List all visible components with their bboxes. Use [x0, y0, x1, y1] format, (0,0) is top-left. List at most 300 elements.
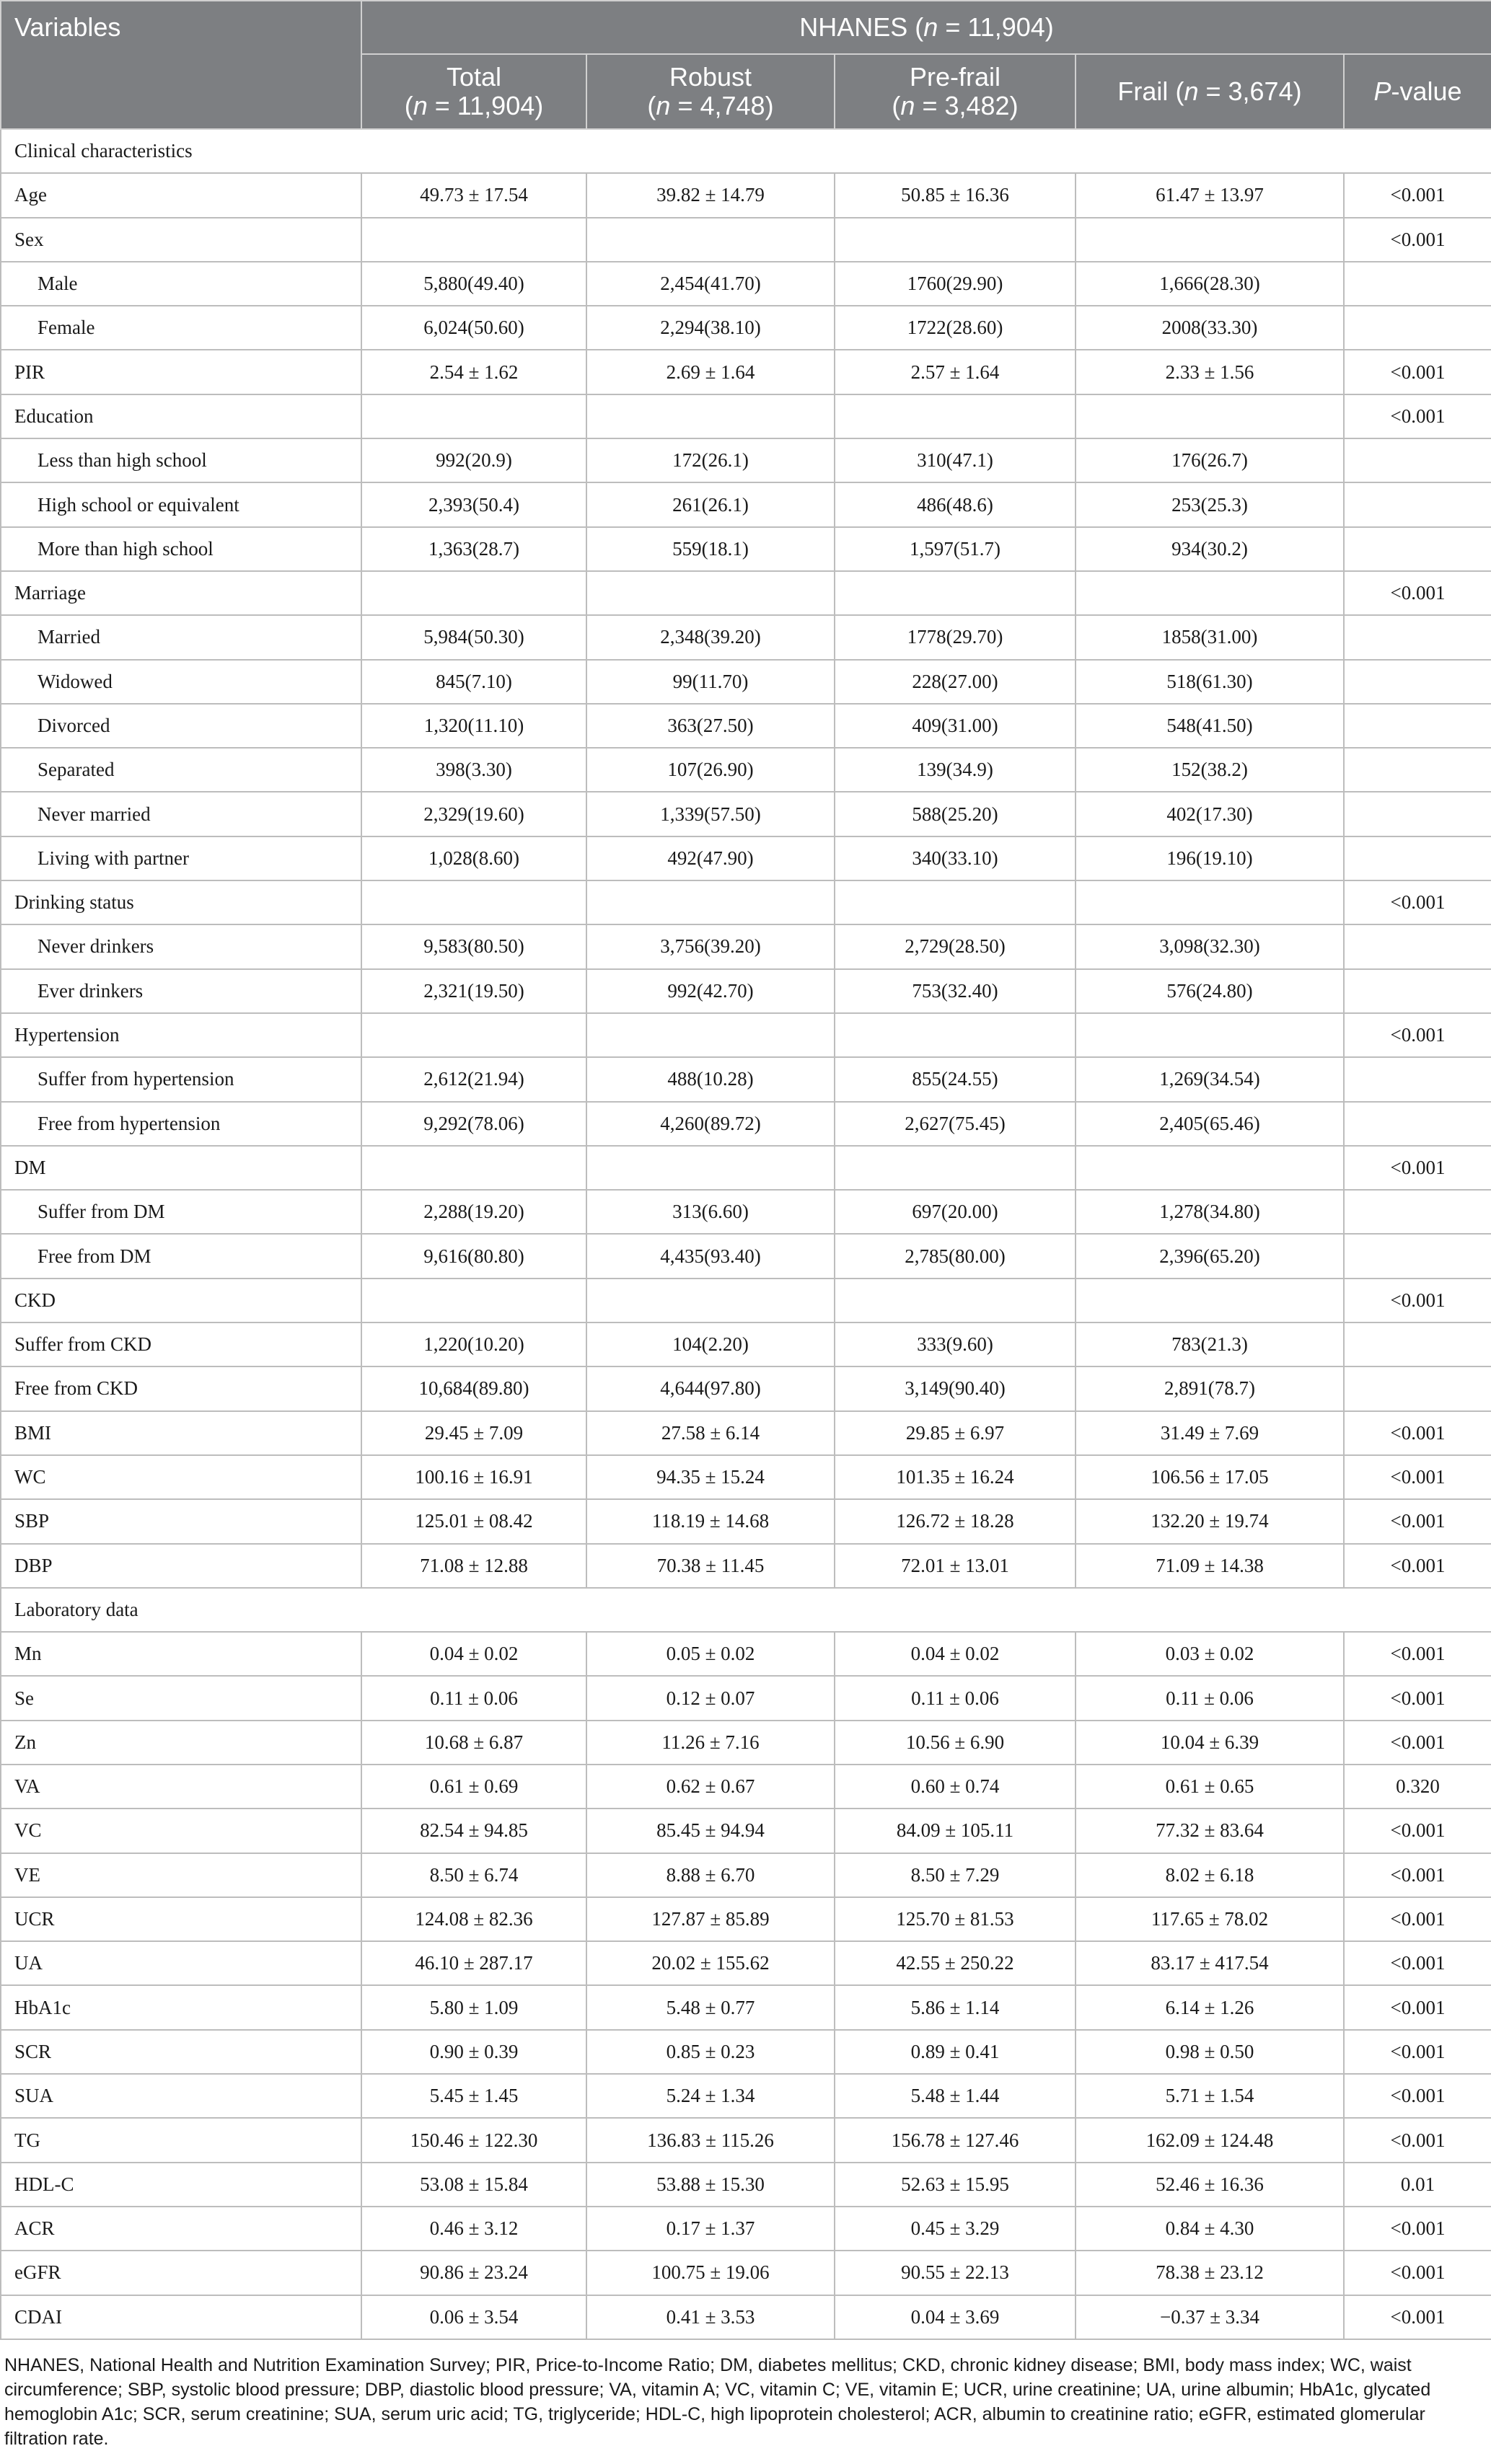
cell-robust: 2,454(41.70)	[586, 262, 835, 306]
row-label: More than high school	[1, 527, 361, 571]
table-row	[1, 2074, 1491, 2118]
cell-total: 29.45 ± 7.09	[361, 1411, 586, 1455]
row-label: PIR	[1, 350, 361, 394]
table-header	[1, 1, 1491, 129]
cell-frail: 518(61.30)	[1076, 660, 1344, 704]
cell-total: 1,363(28.7)	[361, 527, 586, 571]
cell-prefrail: 101.35 ± 16.24	[835, 1455, 1076, 1499]
cell-robust: 3,756(39.20)	[586, 924, 835, 968]
table-row	[1, 1057, 1491, 1101]
section-label: Clinical characteristics	[1, 129, 1491, 173]
row-label: Se	[1, 1676, 361, 1720]
cell-frail: 0.61 ± 0.65	[1076, 1765, 1344, 1809]
row-label: CDAI	[1, 2295, 361, 2339]
cell-pvalue: <0.001	[1344, 1146, 1491, 1190]
row-label: Never drinkers	[1, 924, 361, 968]
cell-robust: 559(18.1)	[586, 527, 835, 571]
header-robust-name: Robust	[669, 62, 752, 92]
table-row	[1, 2251, 1491, 2295]
cell-frail	[1076, 394, 1344, 438]
header-group-title: NHANES	[799, 12, 908, 42]
cell-prefrail: 1760(29.90)	[835, 262, 1076, 306]
row-label: CKD	[1, 1279, 361, 1322]
cell-robust: 4,260(89.72)	[586, 1102, 835, 1146]
cell-prefrail	[835, 1013, 1076, 1057]
table-row	[1, 1146, 1491, 1190]
cell-total: 125.01 ± 08.42	[361, 1499, 586, 1543]
table-row	[1, 1985, 1491, 2029]
cell-pvalue: <0.001	[1344, 1985, 1491, 2029]
cell-robust: 11.26 ± 7.16	[586, 1721, 835, 1765]
cell-total: 90.86 ± 23.24	[361, 2251, 586, 2295]
cell-robust: 2,294(38.10)	[586, 306, 835, 350]
header-pvalue	[1344, 54, 1491, 129]
cell-prefrail: 42.55 ± 250.22	[835, 1941, 1076, 1985]
cell-pvalue: <0.001	[1344, 1411, 1491, 1455]
header-robust-n: (n = 4,748)	[647, 91, 774, 120]
cell-robust	[586, 1013, 835, 1057]
row-label: Separated	[1, 748, 361, 792]
table-row	[1, 394, 1491, 438]
table-row	[1, 2030, 1491, 2074]
cell-total: 1,220(10.20)	[361, 1322, 586, 1366]
cell-prefrail: 340(33.10)	[835, 836, 1076, 880]
cell-pvalue	[1344, 748, 1491, 792]
header-variables: Variables	[1, 1, 361, 129]
cell-pvalue: <0.001	[1344, 1499, 1491, 1543]
cell-pvalue: <0.001	[1344, 2030, 1491, 2074]
cell-robust: 27.58 ± 6.14	[586, 1411, 835, 1455]
row-label: UCR	[1, 1897, 361, 1941]
table-row	[1, 1455, 1491, 1499]
header-frail-n: (n = 3,674)	[1175, 76, 1302, 106]
cell-frail	[1076, 571, 1344, 615]
cell-prefrail: 588(25.20)	[835, 792, 1076, 836]
cell-frail: 576(24.80)	[1076, 969, 1344, 1013]
cell-pvalue: <0.001	[1344, 1279, 1491, 1322]
cell-pvalue: <0.001	[1344, 1013, 1491, 1057]
row-label: SUA	[1, 2074, 361, 2118]
cell-prefrail: 310(47.1)	[835, 438, 1076, 482]
cell-total: 10,684(89.80)	[361, 1366, 586, 1410]
cell-frail: 132.20 ± 19.74	[1076, 1499, 1344, 1543]
cell-frail: 10.04 ± 6.39	[1076, 1721, 1344, 1765]
cell-prefrail: 29.85 ± 6.97	[835, 1411, 1076, 1455]
table-row	[1, 1853, 1491, 1897]
row-label: UA	[1, 1941, 361, 1985]
cell-prefrail: 409(31.00)	[835, 704, 1076, 748]
cell-pvalue	[1344, 1190, 1491, 1234]
cell-pvalue: <0.001	[1344, 571, 1491, 615]
cell-prefrail: 486(48.6)	[835, 482, 1076, 526]
cell-pvalue: 0.320	[1344, 1765, 1491, 1809]
cell-robust: 136.83 ± 115.26	[586, 2118, 835, 2162]
table-row	[1, 1676, 1491, 1720]
table-row	[1, 306, 1491, 350]
table-row	[1, 880, 1491, 924]
cell-total: 0.04 ± 0.02	[361, 1632, 586, 1676]
cell-total: 124.08 ± 82.36	[361, 1897, 586, 1941]
cell-pvalue	[1344, 262, 1491, 306]
cell-robust: 70.38 ± 11.45	[586, 1544, 835, 1588]
row-label: Education	[1, 394, 361, 438]
cell-prefrail	[835, 571, 1076, 615]
row-label: Male	[1, 262, 361, 306]
table-row	[1, 173, 1491, 217]
row-label: Zn	[1, 1721, 361, 1765]
cell-prefrail: 72.01 ± 13.01	[835, 1544, 1076, 1588]
cell-frail: 548(41.50)	[1076, 704, 1344, 748]
table-row	[1, 836, 1491, 880]
row-label: VC	[1, 1809, 361, 1853]
cell-prefrail: 156.78 ± 127.46	[835, 2118, 1076, 2162]
row-label: SBP	[1, 1499, 361, 1543]
cell-pvalue	[1344, 836, 1491, 880]
cell-robust: 39.82 ± 14.79	[586, 173, 835, 217]
cell-prefrail: 8.50 ± 7.29	[835, 1853, 1076, 1897]
table-footnote: NHANES, National Health and Nutrition Examination Survey; PIR, Price-to-Income Ratio; DM, diabetes mellitus; CKD, chronic kidney disease; BMI, body mass index; WC, waist circumference; SBP, systolic blood pressure; DBP, diastolic blood pressure; VA, vitamin A; VC, vitamin C; VE, vitamin E; UCR, urine creatinine; UA, urine albumin; HbA1c, glycated hemoglobin A1c; SCR, serum creatinine; SUA, serum uric acid; TG, triglyceride; HDL-C, high lipoprotein cholesterol; ACR, albumin to creatinine ratio; eGFR, estimated glomerular filtration rate.	[4, 2354, 1431, 2449]
cell-total: 398(3.30)	[361, 748, 586, 792]
cell-total	[361, 571, 586, 615]
table-row	[1, 1279, 1491, 1322]
cell-pvalue: <0.001	[1344, 2118, 1491, 2162]
row-label: BMI	[1, 1411, 361, 1455]
cell-frail: 1,666(28.30)	[1076, 262, 1344, 306]
row-label: Ever drinkers	[1, 969, 361, 1013]
cell-prefrail: 1778(29.70)	[835, 615, 1076, 659]
cell-robust: 992(42.70)	[586, 969, 835, 1013]
cell-frail: 71.09 ± 14.38	[1076, 1544, 1344, 1588]
table-row	[1, 969, 1491, 1013]
n-letter: n	[1184, 76, 1199, 106]
cell-robust: 5.24 ± 1.34	[586, 2074, 835, 2118]
cell-frail: 8.02 ± 6.18	[1076, 1853, 1344, 1897]
row-label: Suffer from DM	[1, 1190, 361, 1234]
table-row	[1, 2118, 1491, 2162]
cell-prefrail: 1722(28.60)	[835, 306, 1076, 350]
row-label: HDL-C	[1, 2163, 361, 2207]
cell-frail: 0.84 ± 4.30	[1076, 2207, 1344, 2251]
section-label: Laboratory data	[1, 1588, 1491, 1632]
cell-pvalue: <0.001	[1344, 1809, 1491, 1853]
cell-total: 2,321(19.50)	[361, 969, 586, 1013]
cell-frail: 196(19.10)	[1076, 836, 1344, 880]
table-row	[1, 1765, 1491, 1809]
cell-prefrail	[835, 1146, 1076, 1190]
cell-pvalue	[1344, 704, 1491, 748]
cell-robust: 172(26.1)	[586, 438, 835, 482]
cell-robust: 20.02 ± 155.62	[586, 1941, 835, 1985]
cell-pvalue: 0.01	[1344, 2163, 1491, 2207]
cell-frail: 176(26.7)	[1076, 438, 1344, 482]
cell-total: 150.46 ± 122.30	[361, 2118, 586, 2162]
cell-prefrail: 2,785(80.00)	[835, 1234, 1076, 1278]
cell-pvalue: <0.001	[1344, 2251, 1491, 2295]
cell-total: 5,880(49.40)	[361, 262, 586, 306]
table-row	[1, 1809, 1491, 1853]
cell-prefrail: 84.09 ± 105.11	[835, 1809, 1076, 1853]
cell-frail: 934(30.2)	[1076, 527, 1344, 571]
row-label: Divorced	[1, 704, 361, 748]
cell-prefrail: 125.70 ± 81.53	[835, 1897, 1076, 1941]
cell-robust	[586, 218, 835, 262]
cell-pvalue: <0.001	[1344, 2295, 1491, 2339]
row-label: HbA1c	[1, 1985, 361, 2029]
cell-prefrail: 0.04 ± 3.69	[835, 2295, 1076, 2339]
table-body	[1, 129, 1491, 2339]
cell-total	[361, 1146, 586, 1190]
cell-robust: 363(27.50)	[586, 704, 835, 748]
cell-robust: 0.17 ± 1.37	[586, 2207, 835, 2251]
cell-pvalue: <0.001	[1344, 1897, 1491, 1941]
row-label: High school or equivalent	[1, 482, 361, 526]
cell-prefrail: 1,597(51.7)	[835, 527, 1076, 571]
cell-total: 10.68 ± 6.87	[361, 1721, 586, 1765]
cell-prefrail	[835, 880, 1076, 924]
cell-frail: 2,891(78.7)	[1076, 1366, 1344, 1410]
cell-frail: 162.09 ± 124.48	[1076, 2118, 1344, 2162]
table-row	[1, 571, 1491, 615]
cell-frail: 783(21.3)	[1076, 1322, 1344, 1366]
cell-frail: 83.17 ± 417.54	[1076, 1941, 1344, 1985]
cell-frail: 6.14 ± 1.26	[1076, 1985, 1344, 2029]
cell-prefrail: 0.04 ± 0.02	[835, 1632, 1076, 1676]
cell-total: 49.73 ± 17.54	[361, 173, 586, 217]
cell-prefrail: 333(9.60)	[835, 1322, 1076, 1366]
cell-frail	[1076, 1013, 1344, 1057]
cell-robust: 1,339(57.50)	[586, 792, 835, 836]
header-prefrail	[835, 54, 1076, 129]
header-group-n: (n = 11,904)	[915, 12, 1054, 42]
cell-prefrail: 228(27.00)	[835, 660, 1076, 704]
cell-robust	[586, 1146, 835, 1190]
row-label: Living with partner	[1, 836, 361, 880]
cell-frail: 52.46 ± 16.36	[1076, 2163, 1344, 2207]
cell-robust: 0.41 ± 3.53	[586, 2295, 835, 2339]
cell-total: 1,028(8.60)	[361, 836, 586, 880]
cell-pvalue	[1344, 306, 1491, 350]
cell-pvalue	[1344, 924, 1491, 968]
cell-pvalue: <0.001	[1344, 1721, 1491, 1765]
row-label: Drinking status	[1, 880, 361, 924]
cell-robust: 2,348(39.20)	[586, 615, 835, 659]
table-row	[1, 2295, 1491, 2339]
header-prefrail-n: (n = 3,482)	[892, 91, 1019, 120]
table-row	[1, 1721, 1491, 1765]
header-group-nhanes	[361, 1, 1491, 54]
table-row	[1, 438, 1491, 482]
header-frail	[1076, 54, 1344, 129]
cell-robust: 85.45 ± 94.94	[586, 1809, 835, 1853]
row-label: Suffer from CKD	[1, 1322, 361, 1366]
cell-total	[361, 1279, 586, 1322]
row-label: WC	[1, 1455, 361, 1499]
cell-robust: 0.85 ± 0.23	[586, 2030, 835, 2074]
cell-pvalue: <0.001	[1344, 173, 1491, 217]
cell-robust: 4,644(97.80)	[586, 1366, 835, 1410]
row-label: Married	[1, 615, 361, 659]
row-label: eGFR	[1, 2251, 361, 2295]
cell-prefrail	[835, 1279, 1076, 1322]
table-row	[1, 748, 1491, 792]
cell-frail: 31.49 ± 7.69	[1076, 1411, 1344, 1455]
cell-total: 9,583(80.50)	[361, 924, 586, 968]
cell-prefrail: 2.57 ± 1.64	[835, 350, 1076, 394]
cell-prefrail: 855(24.55)	[835, 1057, 1076, 1101]
row-label: Widowed	[1, 660, 361, 704]
cell-frail: 3,098(32.30)	[1076, 924, 1344, 968]
n-letter: n	[900, 91, 915, 120]
cell-total: 9,292(78.06)	[361, 1102, 586, 1146]
cell-total	[361, 218, 586, 262]
cell-pvalue	[1344, 969, 1491, 1013]
cell-frail	[1076, 1146, 1344, 1190]
table-row	[1, 218, 1491, 262]
cell-robust: 99(11.70)	[586, 660, 835, 704]
row-label: Marriage	[1, 571, 361, 615]
cell-robust: 100.75 ± 19.06	[586, 2251, 835, 2295]
cell-total: 8.50 ± 6.74	[361, 1853, 586, 1897]
cell-pvalue	[1344, 660, 1491, 704]
cell-frail: 402(17.30)	[1076, 792, 1344, 836]
cell-total: 82.54 ± 94.85	[361, 1809, 586, 1853]
cell-frail: 1,269(34.54)	[1076, 1057, 1344, 1101]
table-row	[1, 350, 1491, 394]
cell-robust	[586, 394, 835, 438]
header-pvalue-letter: P	[1373, 76, 1391, 106]
cell-robust: 0.62 ± 0.67	[586, 1765, 835, 1809]
cell-robust: 8.88 ± 6.70	[586, 1853, 835, 1897]
cell-prefrail	[835, 394, 1076, 438]
cell-pvalue: <0.001	[1344, 880, 1491, 924]
cell-prefrail	[835, 218, 1076, 262]
table-row	[1, 1941, 1491, 1985]
cell-robust: 127.87 ± 85.89	[586, 1897, 835, 1941]
cell-total: 53.08 ± 15.84	[361, 2163, 586, 2207]
cell-total	[361, 880, 586, 924]
cell-total: 46.10 ± 287.17	[361, 1941, 586, 1985]
header-total-n: (n = 11,904)	[404, 91, 544, 120]
table-row	[1, 704, 1491, 748]
row-label: ACR	[1, 2207, 361, 2251]
cell-pvalue	[1344, 1366, 1491, 1410]
cell-total: 0.90 ± 0.39	[361, 2030, 586, 2074]
cell-total: 2,329(19.60)	[361, 792, 586, 836]
cell-total: 0.06 ± 3.54	[361, 2295, 586, 2339]
cell-total: 0.61 ± 0.69	[361, 1765, 586, 1809]
cell-total	[361, 394, 586, 438]
cell-pvalue	[1344, 482, 1491, 526]
cell-robust: 5.48 ± 0.77	[586, 1985, 835, 2029]
cell-robust	[586, 571, 835, 615]
header-robust	[586, 54, 835, 129]
cell-frail: 5.71 ± 1.54	[1076, 2074, 1344, 2118]
header-prefrail-name: Pre-frail	[909, 62, 1001, 92]
section-row	[1, 1588, 1491, 1632]
cell-total: 9,616(80.80)	[361, 1234, 586, 1278]
cell-frail: 106.56 ± 17.05	[1076, 1455, 1344, 1499]
cell-pvalue: <0.001	[1344, 1676, 1491, 1720]
cell-frail: 2,396(65.20)	[1076, 1234, 1344, 1278]
cell-total: 5.80 ± 1.09	[361, 1985, 586, 2029]
row-label: Free from CKD	[1, 1366, 361, 1410]
row-label: Sex	[1, 218, 361, 262]
table-row	[1, 1234, 1491, 1278]
cell-prefrail: 126.72 ± 18.28	[835, 1499, 1076, 1543]
cell-robust: 107(26.90)	[586, 748, 835, 792]
cell-frail: 2,405(65.46)	[1076, 1102, 1344, 1146]
table-row	[1, 482, 1491, 526]
cell-robust: 118.19 ± 14.68	[586, 1499, 835, 1543]
cell-pvalue: <0.001	[1344, 350, 1491, 394]
row-label: Never married	[1, 792, 361, 836]
cell-prefrail: 5.48 ± 1.44	[835, 2074, 1076, 2118]
cell-frail: 1,278(34.80)	[1076, 1190, 1344, 1234]
cell-robust: 2.69 ± 1.64	[586, 350, 835, 394]
cell-robust: 53.88 ± 15.30	[586, 2163, 835, 2207]
cell-prefrail: 697(20.00)	[835, 1190, 1076, 1234]
cell-pvalue: <0.001	[1344, 2207, 1491, 2251]
header-total	[361, 54, 586, 129]
cell-total: 6,024(50.60)	[361, 306, 586, 350]
cell-total: 1,320(11.10)	[361, 704, 586, 748]
cell-pvalue	[1344, 527, 1491, 571]
table-row	[1, 262, 1491, 306]
cell-pvalue	[1344, 792, 1491, 836]
cell-prefrail: 0.45 ± 3.29	[835, 2207, 1076, 2251]
cell-prefrail: 139(34.9)	[835, 748, 1076, 792]
row-label: Age	[1, 173, 361, 217]
table-row	[1, 1366, 1491, 1410]
cell-frail: 1858(31.00)	[1076, 615, 1344, 659]
cell-prefrail: 50.85 ± 16.36	[835, 173, 1076, 217]
cell-total: 2,612(21.94)	[361, 1057, 586, 1101]
row-label: VA	[1, 1765, 361, 1809]
row-label: DM	[1, 1146, 361, 1190]
cell-frail: 253(25.3)	[1076, 482, 1344, 526]
cell-total	[361, 1013, 586, 1057]
row-label: Mn	[1, 1632, 361, 1676]
cell-total: 100.16 ± 16.91	[361, 1455, 586, 1499]
cell-robust: 94.35 ± 15.24	[586, 1455, 835, 1499]
cell-frail: 117.65 ± 78.02	[1076, 1897, 1344, 1941]
section-row	[1, 129, 1491, 173]
cell-frail: 61.47 ± 13.97	[1076, 173, 1344, 217]
cell-pvalue: <0.001	[1344, 1544, 1491, 1588]
cell-robust: 0.12 ± 0.07	[586, 1676, 835, 1720]
table-row	[1, 1544, 1491, 1588]
header-pvalue-rest: -value	[1391, 76, 1462, 106]
table-row	[1, 1411, 1491, 1455]
cell-prefrail: 90.55 ± 22.13	[835, 2251, 1076, 2295]
cell-prefrail: 2,627(75.45)	[835, 1102, 1076, 1146]
cell-robust	[586, 880, 835, 924]
table-row	[1, 1190, 1491, 1234]
cell-frail	[1076, 218, 1344, 262]
cell-total: 5,984(50.30)	[361, 615, 586, 659]
cell-prefrail: 753(32.40)	[835, 969, 1076, 1013]
cell-total: 2,393(50.4)	[361, 482, 586, 526]
cell-total: 2.54 ± 1.62	[361, 350, 586, 394]
cell-pvalue	[1344, 1057, 1491, 1101]
cell-frail: 78.38 ± 23.12	[1076, 2251, 1344, 2295]
table-row	[1, 1632, 1491, 1676]
cell-total: 5.45 ± 1.45	[361, 2074, 586, 2118]
table-row	[1, 615, 1491, 659]
cell-pvalue: <0.001	[1344, 1632, 1491, 1676]
cell-frail: 152(38.2)	[1076, 748, 1344, 792]
cell-robust: 104(2.20)	[586, 1322, 835, 1366]
